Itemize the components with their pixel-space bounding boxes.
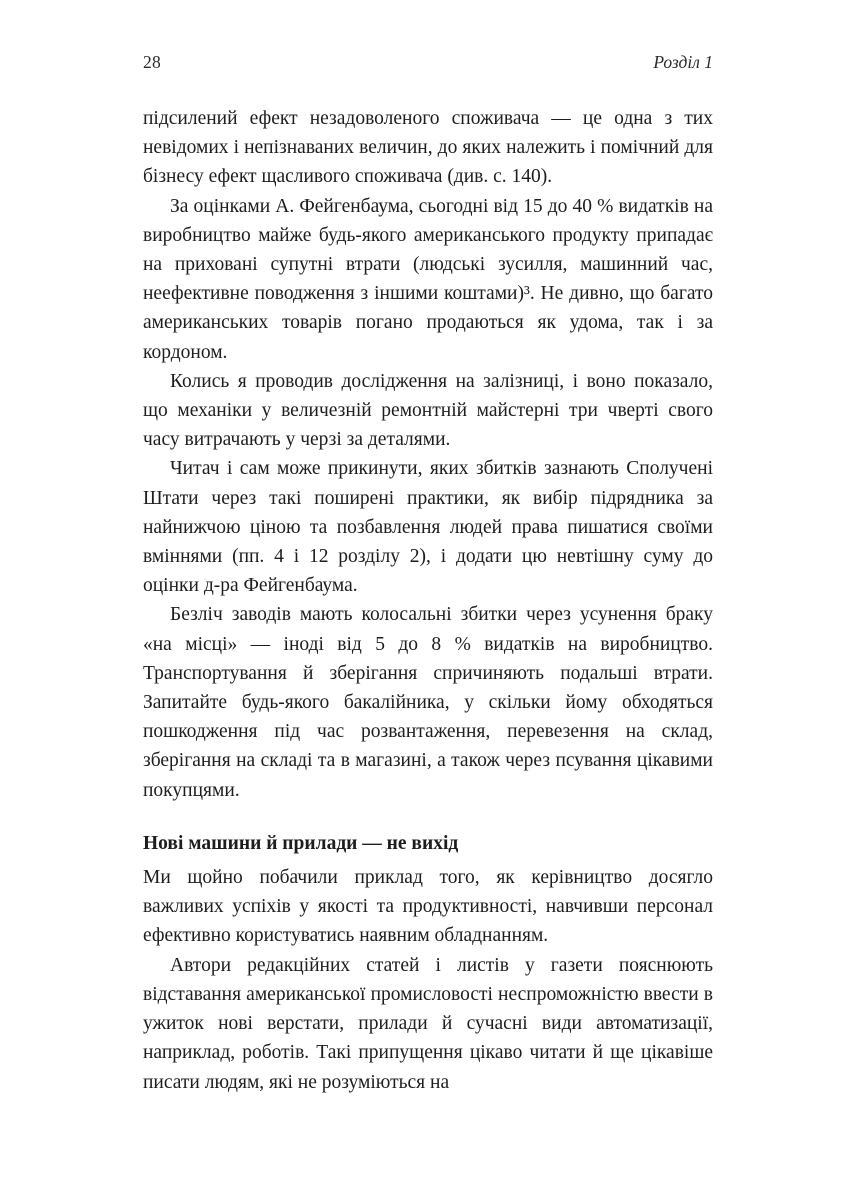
paragraph: Колись я проводив дослідження на залізниці, і воно показало, що механіки у величезній ремонтній майстерні три чверті свого часу витрачають у черзі за деталями. bbox=[143, 370, 713, 451]
page-number: 28 bbox=[143, 52, 162, 72]
paragraph: Читач і сам може прикинути, яких збитків зазнають Сполучені Штати через такі поширені практики, як вибір підрядника за найнижчою ціною та позбавлення людей права пишатися своїми вміннями (пп. 4 і 12 розділу 2), і додати цю невтішну суму до оцінки д-ра Фейгенбаума. bbox=[143, 458, 713, 597]
chapter-title: Розділ 1 bbox=[653, 52, 713, 72]
paragraph: Автори редакційних статей і листів у газети пояснюють відставання американської промисловості неспроможністю ввести в ужиток нові верстати, прилади й сучасні види автоматизації, наприклад, роботів. Такі припущення цікаво читати й ще цікавіше писати людям, які не розуміються на bbox=[143, 954, 713, 1093]
section-heading: Нові машини й прилади — не вихід bbox=[143, 832, 459, 854]
running-header bbox=[143, 52, 713, 73]
paragraph: Безліч заводів мають колосальні збитки через усунення браку «на місці» — іноді від 5 до 8 % видатків на виробництво. Транспортування й зберігання спричиняють подальші втрати. Запитайте будь-якого бакалійника, у скільки йому обходяться пошкодження під час розвантаження, перевезення на склад, зберігання на складі та в магазині, а також через псування цікавими покупцями. bbox=[143, 604, 713, 801]
body-text bbox=[143, 104, 713, 1097]
paragraph: Ми щойно побачили приклад того, як керівництво досягло важливих успіхів у якості та продуктивності, навчивши персонал ефективно користуватись наявним обладнанням. bbox=[143, 867, 713, 947]
paragraph-continuation: підсилений ефект незадоволеного споживача — це одна з тих невідомих і непізнаваних величин, до яких належить і помічний для бізнесу ефект щасливого споживача (див. с. 140). bbox=[143, 108, 713, 188]
paragraph: За оцінками А. Фейгенбаума, сьогодні від 15 до 40 % видатків на виробництво майже будь-якого американського продукту припадає на приховані супутні втрати (людські зусилля, машинний час, неефективне поводження з іншими коштами)³. Не дивно, що багато американських товарів погано продаються як удома, так і за кордоном. bbox=[143, 195, 713, 363]
